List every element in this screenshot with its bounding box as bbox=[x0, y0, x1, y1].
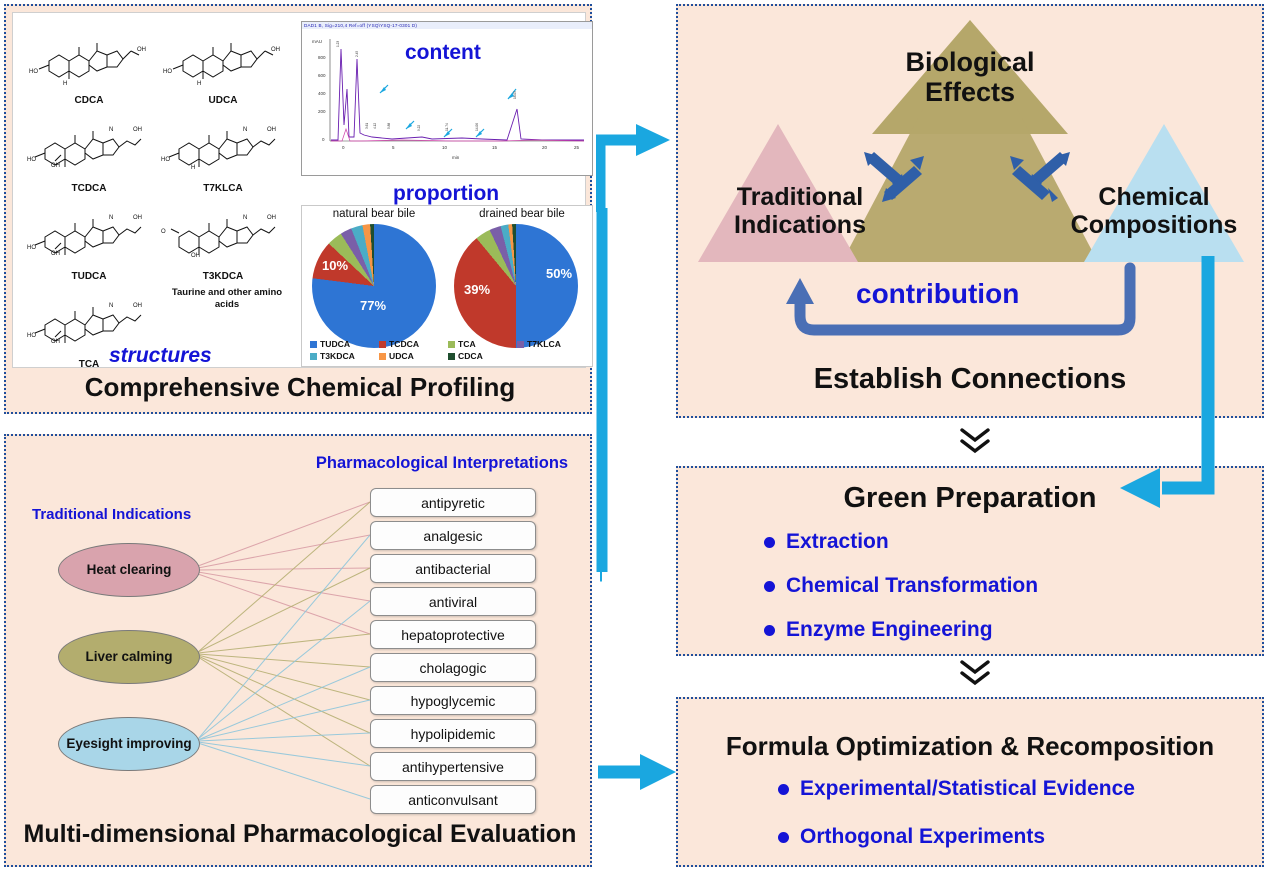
molecule-t3kdca bbox=[161, 197, 285, 282]
svg-text:HO: HO bbox=[161, 157, 170, 163]
svg-text:OH: OH bbox=[51, 251, 60, 257]
svg-text:11.74: 11.74 bbox=[445, 123, 449, 131]
effect-label: antibacterial bbox=[415, 560, 491, 577]
molecule-label: T7KLCA bbox=[203, 183, 243, 194]
bullet-dot-icon bbox=[764, 537, 775, 548]
green-item-extraction bbox=[764, 530, 889, 554]
pie-legend-item bbox=[379, 339, 448, 349]
proportion-label: proportion bbox=[393, 182, 500, 205]
effect-hypoglycemic[interactable] bbox=[370, 686, 536, 715]
chromatogram-header: DAD1 B, Sig=210,4 Ref=off (YSQ\YSQ-17-0301 D) bbox=[302, 22, 592, 29]
svg-text:mAU: mAU bbox=[312, 39, 322, 44]
effect-label: cholagogic bbox=[419, 659, 487, 676]
svg-text:H: H bbox=[63, 81, 68, 87]
pie-chart-natural-bear-bile bbox=[312, 224, 436, 348]
molecule-label: TCA bbox=[78, 359, 100, 370]
arrow-profiling-down bbox=[596, 208, 632, 578]
svg-text:OH: OH bbox=[133, 215, 142, 221]
indication-label: Eyesight improving bbox=[66, 735, 192, 751]
effect-label: anticonvulsant bbox=[408, 791, 498, 808]
legend-label: CDCA bbox=[458, 351, 483, 361]
svg-text:4.12: 4.12 bbox=[373, 122, 377, 129]
svg-text:N: N bbox=[109, 127, 114, 133]
effect-antibacterial[interactable] bbox=[370, 554, 536, 583]
bullet-dot-icon bbox=[778, 832, 789, 843]
svg-text:800: 800 bbox=[318, 55, 326, 60]
molecule-udca bbox=[161, 21, 285, 106]
svg-text:min: min bbox=[452, 155, 460, 160]
formula-item-evidence bbox=[778, 777, 1135, 801]
triangle-label-biological-effects: Biological Effects bbox=[905, 47, 1035, 107]
svg-text:N: N bbox=[109, 303, 114, 309]
effect-anticonvulsant[interactable] bbox=[370, 785, 536, 814]
svg-text:1.23: 1.23 bbox=[336, 40, 340, 47]
pharmacological-interpretations-title: Pharmacological Interpretations bbox=[315, 454, 569, 472]
svg-text:0: 0 bbox=[342, 145, 345, 150]
triangle-label-traditional-indications: Traditional Indications bbox=[734, 183, 866, 239]
green-item-label: Extraction bbox=[786, 530, 889, 553]
effect-analgesic[interactable] bbox=[370, 521, 536, 550]
effect-label: hypolipidemic bbox=[410, 725, 496, 742]
svg-text:0: 0 bbox=[322, 137, 325, 142]
svg-text:15: 15 bbox=[492, 145, 498, 150]
pie-title-natural: natural bear bile bbox=[332, 208, 416, 220]
svg-text:HO: HO bbox=[27, 157, 36, 163]
pie-legend-item bbox=[310, 339, 379, 349]
formula-item-label: Experimental/Statistical Evidence bbox=[800, 777, 1135, 800]
svg-text:18.05: 18.05 bbox=[513, 91, 517, 99]
legend-label: TCDCA bbox=[389, 339, 420, 349]
svg-text:OH: OH bbox=[267, 127, 276, 133]
effect-hepatoprotective[interactable] bbox=[370, 620, 536, 649]
formula-item-orthogonal bbox=[778, 825, 1045, 849]
legend-swatch-icon bbox=[310, 341, 317, 348]
traditional-indications-title: Traditional Indications bbox=[32, 506, 192, 523]
pie-label-tcdca-natural: 10% bbox=[322, 258, 349, 273]
legend-swatch-icon bbox=[517, 341, 524, 348]
bullet-dot-icon bbox=[764, 581, 775, 592]
svg-text:2.45: 2.45 bbox=[355, 50, 359, 57]
molecule-label: TUDCA bbox=[71, 271, 107, 282]
bullet-dot-icon bbox=[778, 784, 789, 795]
legend-label: T7KLCA bbox=[527, 339, 561, 349]
svg-text:OH: OH bbox=[267, 215, 276, 221]
svg-text:HO: HO bbox=[27, 333, 36, 339]
legend-label: UDCA bbox=[389, 351, 414, 361]
svg-text:OH: OH bbox=[271, 47, 280, 53]
chevron-down-icon-2 bbox=[954, 656, 996, 694]
chemical-profiling-content bbox=[12, 12, 586, 368]
legend-swatch-icon bbox=[379, 341, 386, 348]
svg-text:400: 400 bbox=[318, 91, 326, 96]
pie-legend-item bbox=[448, 339, 517, 349]
pie-legend-item bbox=[448, 351, 517, 361]
legend-label: T3KDCA bbox=[320, 351, 355, 361]
pie-legend-item bbox=[379, 351, 448, 361]
molecule-cdca bbox=[27, 21, 151, 106]
indication-eyesight-improving[interactable] bbox=[58, 717, 200, 771]
svg-text:20: 20 bbox=[542, 145, 548, 150]
indication-heat-clearing[interactable] bbox=[58, 543, 200, 597]
svg-text:OH: OH bbox=[133, 127, 142, 133]
svg-text:600: 600 bbox=[318, 73, 326, 78]
indication-label: Heat clearing bbox=[86, 561, 172, 577]
svg-text:HO: HO bbox=[163, 69, 172, 75]
pie-title-drained: drained bear bile bbox=[479, 208, 565, 220]
svg-text:25: 25 bbox=[574, 145, 580, 150]
molecule-label: UDCA bbox=[208, 95, 238, 106]
svg-text:N: N bbox=[243, 127, 248, 133]
legend-swatch-icon bbox=[448, 341, 455, 348]
formula-item-label: Orthogonal Experiments bbox=[800, 825, 1046, 848]
panel-caption-establish-connections: Establish Connections bbox=[813, 363, 1127, 395]
effect-label: antihypertensive bbox=[402, 758, 504, 775]
effect-label: antipyretic bbox=[421, 494, 485, 511]
panel-caption-chemical-profiling: Comprehensive Chemical Profiling bbox=[84, 372, 516, 402]
svg-text:O: O bbox=[161, 229, 166, 235]
svg-text:5.88: 5.88 bbox=[387, 122, 391, 129]
svg-text:OH: OH bbox=[51, 163, 60, 169]
legend-label: TCA bbox=[458, 339, 476, 349]
svg-text:10: 10 bbox=[442, 145, 448, 150]
effect-antipyretic[interactable] bbox=[370, 488, 536, 517]
svg-text:3.61: 3.61 bbox=[365, 122, 369, 129]
effect-hypolipidemic[interactable] bbox=[370, 719, 536, 748]
svg-text:H: H bbox=[191, 165, 196, 171]
legend-swatch-icon bbox=[310, 353, 317, 360]
content-label: content bbox=[405, 41, 481, 64]
indication-label: Liver calming bbox=[85, 648, 173, 664]
svg-text:9.22: 9.22 bbox=[417, 124, 421, 131]
svg-text:OH: OH bbox=[137, 47, 146, 53]
green-preparation-title: Green Preparation bbox=[843, 482, 1097, 514]
svg-text:OH: OH bbox=[133, 303, 142, 309]
arrow-connections-to-green bbox=[1100, 252, 1230, 522]
taurine-note: Taurine and other amino acids bbox=[171, 287, 283, 310]
effect-label: hepatoprotective bbox=[401, 626, 505, 643]
pie-label-tcdca-drained: 39% bbox=[464, 282, 491, 297]
green-item-label: Chemical Transformation bbox=[786, 574, 1039, 597]
svg-text:5: 5 bbox=[392, 145, 395, 150]
panel-caption-pharmacological-evaluation: Multi-dimensional Pharmacological Evaluation bbox=[23, 820, 577, 848]
panel-pharmacological-evaluation bbox=[4, 434, 592, 867]
svg-text:14.06: 14.06 bbox=[475, 123, 479, 131]
svg-text:HO: HO bbox=[27, 245, 36, 251]
svg-text:OH: OH bbox=[191, 253, 200, 259]
chevron-down-icon-1 bbox=[954, 424, 996, 462]
pie-legend-item bbox=[517, 339, 586, 349]
triangle-label-chemical-compositions: Chemical Compositions bbox=[1070, 183, 1238, 239]
formula-optimization-title: Formula Optimization & Recomposition bbox=[725, 731, 1215, 761]
structures-label: structures bbox=[109, 344, 212, 367]
legend-label: TUDCA bbox=[320, 339, 351, 349]
pie-label-tudca-drained: 50% bbox=[546, 266, 573, 281]
arrow-to-pharmacology bbox=[596, 556, 678, 596]
panel-formula-optimization bbox=[676, 697, 1264, 867]
effect-label: hypoglycemic bbox=[410, 692, 496, 709]
bullet-dot-icon bbox=[764, 625, 775, 636]
molecule-label: TCDCA bbox=[71, 183, 107, 194]
green-item-enzyme-engineering bbox=[764, 618, 993, 642]
svg-text:HO: HO bbox=[29, 69, 38, 75]
pie-legend bbox=[310, 339, 586, 363]
effect-label: antiviral bbox=[428, 593, 478, 610]
pie-label-tudca-natural: 77% bbox=[360, 298, 387, 313]
molecule-label: CDCA bbox=[74, 95, 104, 106]
pie-legend-item bbox=[310, 351, 379, 361]
effect-cholagogic[interactable] bbox=[370, 653, 536, 682]
contribution-label: contribution bbox=[856, 278, 1020, 309]
svg-text:200: 200 bbox=[318, 109, 326, 114]
arrow-profiling-to-connections bbox=[596, 120, 678, 220]
proportion-pies bbox=[301, 205, 593, 367]
effect-antihypertensive[interactable] bbox=[370, 752, 536, 781]
molecule-tcdca bbox=[27, 109, 151, 194]
legend-swatch-icon bbox=[448, 353, 455, 360]
molecule-label: T3KDCA bbox=[202, 271, 244, 282]
effect-antiviral[interactable] bbox=[370, 587, 536, 616]
molecule-t7klca bbox=[161, 109, 285, 194]
molecular-structures-grid bbox=[21, 19, 293, 370]
svg-text:N: N bbox=[109, 215, 114, 221]
legend-swatch-icon bbox=[379, 353, 386, 360]
green-item-label: Enzyme Engineering bbox=[786, 618, 993, 641]
panel-chemical-profiling bbox=[4, 4, 592, 414]
arrow-pharmacology-to-formula bbox=[596, 742, 680, 802]
svg-text:OH: OH bbox=[51, 339, 60, 345]
indication-liver-calming[interactable] bbox=[58, 630, 200, 684]
green-item-chemical-transformation bbox=[764, 574, 1038, 598]
svg-text:N: N bbox=[243, 215, 248, 221]
svg-text:H: H bbox=[197, 81, 202, 87]
molecule-tudca bbox=[27, 197, 151, 282]
effect-label: analgesic bbox=[423, 527, 483, 544]
